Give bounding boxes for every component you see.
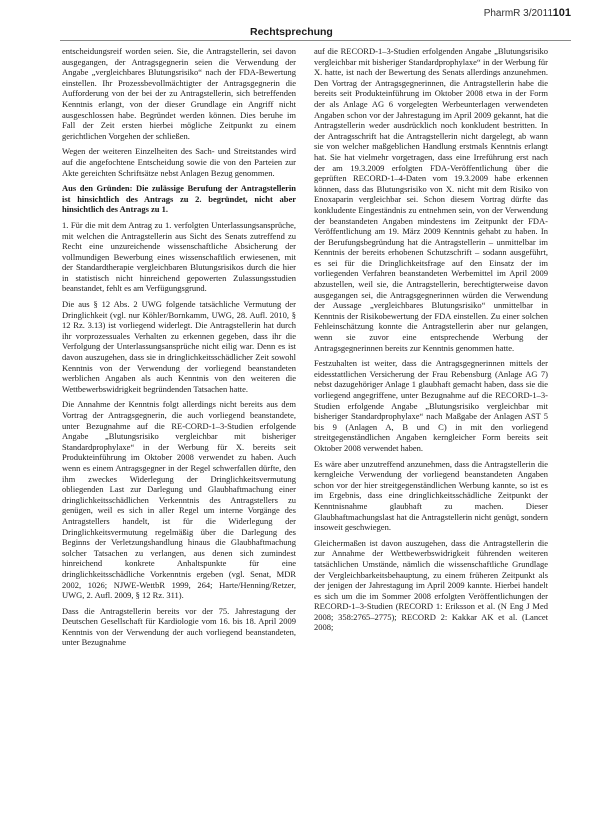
- paragraph: Die aus § 12 Abs. 2 UWG folgende tatsächliche Vermutung der Dringlichkeit (vgl. nur Köhler/Bornkamm, UWG, 28. Aufl. 2010, § 12 Rz. 3.13) ist vorliegend widerlegt. Die Antragstellerin hat durch ihr vorprozessuales Verhalten zu erkennen gegeben, dass ihr die Verfolgung der Unterlassungsansprüche nicht eilig war. Denn es ist davon auszugehen, dass sie in dringlichkeitsschädlicher Zeit sowohl Kenntnis von der Verwendung der vorliegend beanstandeten werblichen Angaben als auch Kenntnis von den weiteren die Wettbewerbswidrigkeit begründenden Tatsachen hatte.: [62, 299, 296, 394]
- paragraph: Festzuhalten ist weiter, dass die Antragsgegnerinnen mittels der eidesstattlichen Versicherung der Frau Rebensburg (Anlage AG 7) nebst dazugehöriger Anlage 1 glaubhaft gemacht haben, dass sie die vorliegend angegriffene, unter Bezugnahme auf die RECORD-1–3-Studien erfolgende Angabe „Blutungsrisiko vergleichbar mit bisheriger Standardprophylaxe“ nach Maßgabe der Anlagen AST 5 bis 9 (Anlagen A, B und C) in mit den vorliegend streitgegenständlichen Angaben kerngleicher Form bereits seit Oktober 2008 verwendet haben.: [314, 358, 548, 453]
- paragraph: entscheidungsreif worden seien. Sie, die Antragstellerin, sei davon ausgegangen, der Antragsgegnerin seien die Verwendung der Angabe „vergleichbares Blutungsrisiko“ nach der FDA-Bewertung einstellen. Ihr Prozessbevollmächtigter der Antragsgegnerin die Aufforderung von der bei der zu Antragstellerin, sich betreffenden Kenntnis erlangt, von der dieser Grundlage ein Angriff nicht ausgeschlossen habe. Begründet werden können. Dies beruhe im Fall der Zeit ersten hierbei mögliche Zeitpunkt zu einem gerichtlichen Vorgehen der schließen.: [62, 46, 296, 141]
- paragraph: Gleichermaßen ist davon auszugehen, dass die Antragstellerin die zur Annahme der Wettbewerbswidrigkeit führenden weiteren tatsächlichen Umstände, nämlich die wissenschaftliche Grundlage der Vergleichbarkeitsbehauptung, zu einem früheren Zeitpunkt als der jenigen der Jahrestagung im April 2009 kannte. Hierbei handelt es sich um die im Sommer 2008 erfolgten Veröffentlichungen der RECORD-1–3-Studien (RECORD 1: Eriksson et al. (N Eng J Med 2008; 358:2765–2775); RECORD 2: Kakkar AK et al. (Lancet 2008;: [314, 537, 548, 633]
- paragraph-grounds: Aus den Gründen: Die zulässige Berufung der Antragstellerin ist hinsichtlich des Antrags zu 2. begründet, nicht aber hinsichtlich des Antrags zu 1.: [62, 183, 296, 215]
- header-rule: [60, 40, 571, 41]
- section-title: Rechtsprechung: [250, 26, 333, 38]
- paragraph: auf die RECORD-1–3-Studien erfolgenden Angabe „Blutungsrisiko vergleichbar mit bisheriger Standardprophylaxe“ in der Werbung für X. hatte, ist nach der Bewertung des Senats allerdings anzunehmen. Den Vortrag der Antragsgegnerinnen, die Antragstellerin habe die bereits seit Produkteinführung im Oktober 2008 etwa in der Form der als Anlage AG 6 vorgelegten Werbeunterlagen verwendeten Angaben schon vor der Jahrestagung im April 2009 gekannt, hat die Antragstellerin weder ausdrücklich noch konkludent bestritten. In der Antragsschrift hat die Antragstellerin nicht dargelegt, ab wann sie von welcher maßgeblichen Handlung erstmals Kenntnis erlangt hat. Sie hat vielmehr vorgetragen, dass eine Irreführung erst nach der am 19.3.2009 erfolgten FDA-Veröffentlichung über die geprüften RECORD-1–4-Daten vom 19.3.2009 habe erkennen können, dass das Blutungsrisiko von X. nicht mit dem Risiko von Enoxaparin vergleichbar sei. Schon diesem Vortrag dürfte das konkludente Eingeständnis zu entnehmen sein, von der Verwendung der beanstandeten Angaben mindestens im Zeitpunkt der FDA-Veröffentlichung am 19. März 2009 Kenntnis gehabt zu haben. In der Berufungsbegründung hat die Antragstellerin – unmittelbar im Kenntnis der bereits erhobenen Schutzschrift – sodann ausgeführt, es sei für die Dringlichkeitsfrage auf den Einsatz der im vorliegenden Verfahren beanstandeten Werbemittel im April 2009 abzustellen, weil sie, die Antragstellerin, berechtigterweise davon ausgegangen sei, die Antragsgegnerinnen würden die Verwendung der Aussage „vergleichbares Blutungsrisiko“ unmittelbar in Kenntnis der Risikobewertung der FDA einstellen. Zu einer solchen Fehleinschätzung konnte die Antragstellerin aber nur gelangen, wenn sie zuvor eine entsprechende Werbung der Antragsgegnerinnen bereits zur Kenntnis genommen hatte.: [314, 46, 548, 353]
- paragraph: 1. Für die mit dem Antrag zu 1. verfolgten Unterlassungsansprüche, mit welchen die Antragstellerin aus Sicht des Senats zutreffend zu Recht eine unzureichende wissenschaftliche Absicherung der vollmundigen Bewerbung eines wissenschaftlich erwiesenen, mit der Standardtherapie vergleichbaren Blutungsrisikos durch die hier in statistisch nicht hinreichend gepowerten Zulassungsstudien beanstandet, fehlt es am Verfügungsgrund.: [62, 219, 296, 294]
- paragraph: Es wäre aber unzutreffend anzunehmen, dass die Antragstellerin die kerngleiche Verwendung der vorliegend beanstandeten Angaben schon vor der hier streitgegenständlichen Werbung kannte, so ist es im Ergebnis, dass eine dringlichkeitsschädliche Zeitpunkt der Kenntnisnahme glaubhaft zu machen. Dieser Glaubhaftmachungslast hat die Antragstellerin nicht genügt, sondern insoweit geschwiegen.: [314, 458, 548, 533]
- paragraph: Die Annahme der Kenntnis folgt allerdings nicht bereits aus dem Vortrag der Antragsgegnerin, die auch vorliegend beanstandete, unter Bezugnahme auf die RE-CORD-1–3-Studien erfolgende Angabe „Blutungsrisiko vergleichbar mit bisheriger Standardprophylaxe“ in der Werbung für X. bereits seit Produkteinführung im Oktober 2008 verwendet zu haben. Auch wenn es einem Antragsgegner in der Regel schwerfallen dürfte, den ihm zweckes Widerlegung der Dringlichkeitsvermutung obliegenden Last zur Darlegung und Glaubhaftmachung einer dringlichkeitsschädlichen Verkenntnis des Antragstellers zu genügen, weil es sich in aller Regel um interne Vorgänge des Antragstellers handelt, ist für die Widerlegung der Dringlichkeitsvermutung regelmäßig über die Darlegung des Beginns der Verletzungshandlung hinaus die Glaubhaftmachung solcher Tatsachen zu verlangen, aus denen sich zumindest hinreichend konkrete Anhaltspunkte für eine dringlichkeitsschädliche Vorkenntnis ergeben (vgl. Senat, MDR 2002, 1026; NJWE-WettbR 1999, 264; Harte/Henning/Retzer, UWG, 2. Aufl. 2009, § 12 Rz. 311).: [62, 399, 296, 601]
- right-column: [314, 46, 548, 806]
- journal-issue: PharmR 3/2011: [483, 8, 553, 19]
- paragraph: Wegen der weiteren Einzelheiten des Sach- und Streitstandes wird auf die angefochtene Entscheidung sowie die von den Parteien zur Akte gereichten Schriftsätze nebst Anlagen Bezug genommen.: [62, 146, 296, 178]
- paragraph: Dass die Antragstellerin bereits vor der 75. Jahrestagung der Deutschen Gesellschaft für Kardiologie vom 16. bis 18. April 2009 Kenntnis von der Verwendung der auch vorliegend beanstandeten, unter Bezugnahme: [62, 605, 296, 648]
- page-number: 101: [552, 7, 571, 19]
- page-header: [0, 0, 599, 46]
- left-column: [62, 46, 296, 806]
